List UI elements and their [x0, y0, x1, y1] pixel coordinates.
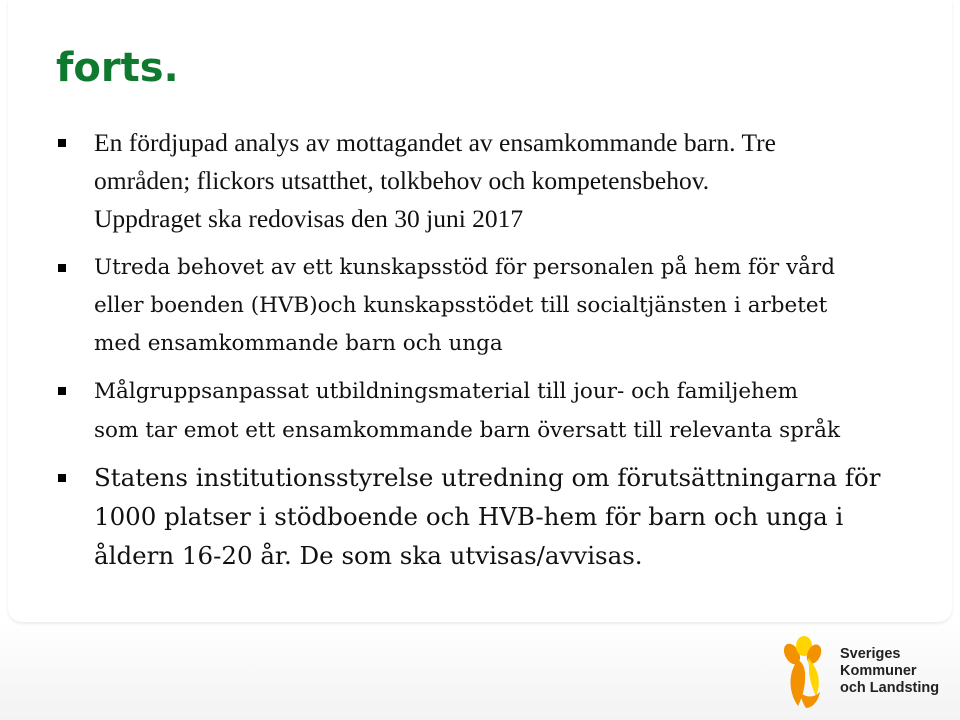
slide-title: forts. [56, 45, 179, 91]
square-bullet-icon [58, 264, 66, 272]
square-bullet-icon [58, 474, 66, 482]
bullet-item [56, 372, 926, 450]
bullet-item [56, 249, 926, 363]
bullet-line: En fördjupad analys av mottagandet av ensamkommande barn. Tre [94, 128, 776, 157]
logo-text-line: Kommuner [840, 663, 917, 679]
bullet-line: områden; flickors utsatthet, tolkbehov och kompetensbehov. [94, 166, 710, 195]
bullet-line: som tar emot ett ensamkommande barn översatt till relevanta språk [94, 418, 841, 443]
bullet-line: Utreda behovet av ett kunskapsstöd för personalen på hem för vård [94, 255, 835, 280]
bullet-line: 1000 platser i stödboende och HVB-hem för barn och unga i [94, 502, 844, 531]
bullet-line: Målgruppsanpassat utbildningsmaterial till jour- och familjehem [94, 379, 799, 404]
skl-logo [778, 636, 948, 712]
bullet-line: eller boenden (HVB)och kunskapsstödet till socialtjänsten i arbetet [94, 293, 828, 318]
bullet-line: med ensamkommande barn och unga [94, 331, 503, 356]
square-bullet-icon [58, 139, 66, 147]
square-bullet-icon [58, 387, 66, 395]
bullet-line: åldern 16-20 år. De som ska utvisas/avvisas. [94, 541, 643, 570]
bullet-item [56, 124, 926, 238]
bullet-item [56, 458, 926, 575]
logo-text-line: Sveriges [840, 646, 901, 662]
bullet-line: Uppdraget ska redovisas den 30 juni 2017 [94, 204, 524, 233]
bullet-line: Statens institutionsstyrelse utredning om förutsättningarna för [94, 463, 881, 492]
bullet-list [56, 124, 926, 575]
logo-text-line: och Landsting [840, 680, 940, 696]
logo-wordmark [840, 646, 939, 697]
skl-figure-logo-icon [778, 636, 840, 712]
